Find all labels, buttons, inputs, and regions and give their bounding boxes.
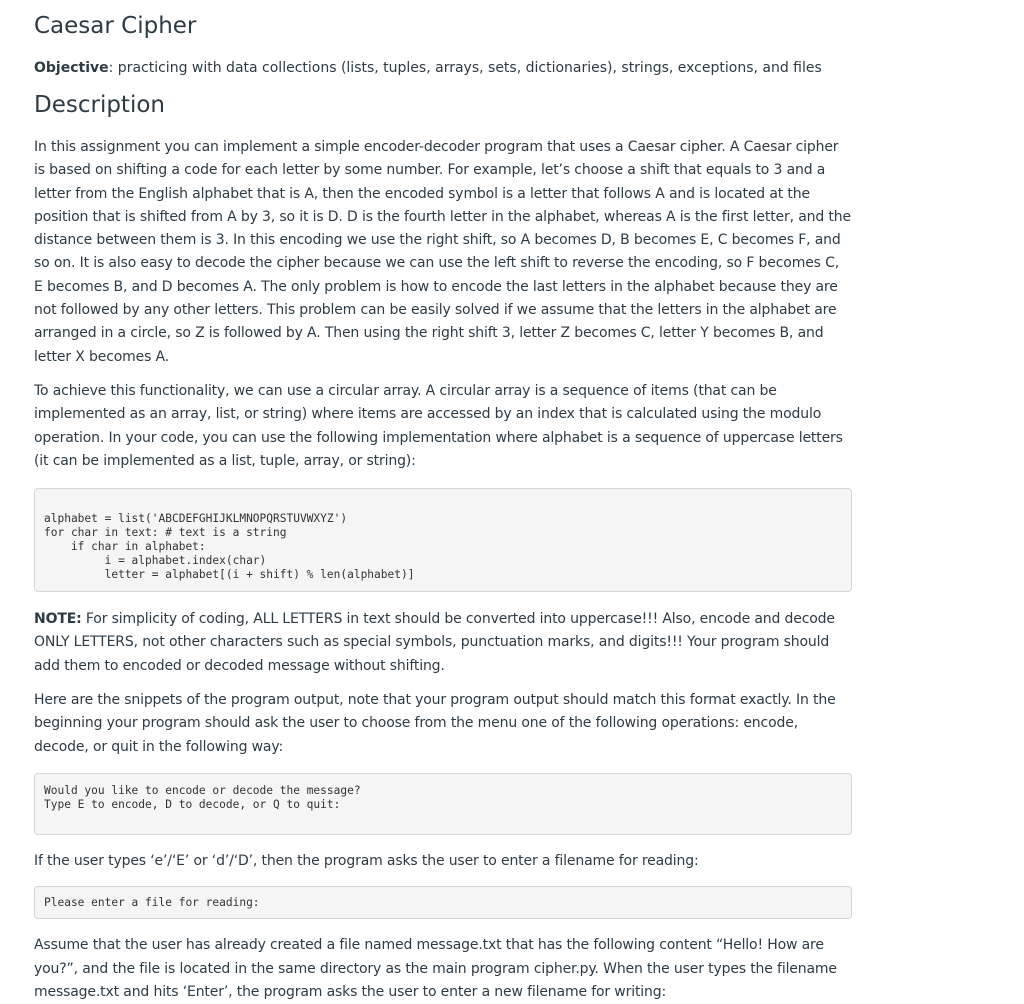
- page-title: Caesar Cipher: [34, 13, 197, 39]
- paragraph-output-snippets: Here are the snippets of the program output, note that your program output should match this format exactly. In the beginning your program should ask the user to choose from the menu one of the following operations: encode, decode, or quit in the following way:: [34, 692, 836, 755]
- code-block-alphabet: alphabet = list('ABCDEFGHIJKLMNOPQRSTUVWXYZ') for char in text: # text is a string if char in alphabet: i = alphabet.index(char) letter = alphabet[(i + shift) % len(alphabet)]: [34, 488, 852, 592]
- objective-line: [34, 58, 852, 78]
- objective-label: Objective: [34, 60, 109, 76]
- paragraph-note: [34, 608, 852, 678]
- note-text: For simplicity of coding, ALL LETTERS in text should be converted into uppercase!!! Also, encode and decode ONLY LETTERS, not other characters such as special symbols, punctuation marks, and digits!!! Your program should add them to encoded or decoded message without shifting.: [34, 611, 835, 674]
- paragraph-circular-array: To achieve this functionality, we can use a circular array. A circular array is a sequence of items (that can be implemented as an array, list, or string) where items are accessed by an index that is calculated using the modulo operation. In your code, you can use the following implementation where alphabet is a sequence of uppercase letters (it can be implemented as a list, tuple, array, or string):: [34, 382, 843, 469]
- paragraph-message-file: Assume that the user has already created a file named message.txt that has the following content “Hello! How are you?”, and the file is located in the same directory as the main program cipher.py. When the user types the filename message.txt and hits ‘Enter’, the program asks the user to enter a new filename for writing:: [34, 937, 837, 1000]
- objective-text: : practicing with data collections (lists, tuples, arrays, sets, dictionaries), strings, exceptions, and files: [108, 60, 822, 76]
- code-block-file-prompt: Please enter a file for reading:: [34, 886, 852, 919]
- code-block-menu-output: Would you like to encode or decode the message? Type E to encode, D to decode, or Q to quit:: [34, 773, 852, 835]
- assignment-page: [0, 12, 852, 1004]
- paragraph-caesar-intro: In this assignment you can implement a simple encoder-decoder program that uses a Caesar cipher. A Caesar cipher is based on shifting a code for each letter by some number. For example, let’s choose a shift that equals to 3 and a letter from the English alphabet that is A, then the encoded symbol is a letter that follows A and is located at the position that is shifted from A by 3, so it is D. D is the fourth letter in the alphabet, whereas A is the first letter, and the distance between them is 3. In this encoding we use the right shift, so A becomes D, B becomes E, C becomes F, and so on. It is also easy to decode the cipher because we can use the left shift to reverse the encoding, so F becomes C, E becomes B, and D becomes A. The only problem is how to encode the last letters in the alphabet because they are not followed by any other letters. This problem can be easily solved if we assume that the letters in the alphabet are arranged in a circle, so Z is followed by A. Then using the right shift 3, letter Z becomes C, letter Y becomes B, and letter X becomes A.: [34, 139, 851, 365]
- paragraph-read-filename: If the user types ‘e’/‘E’ or ‘d’/‘D’, then the program asks the user to enter a filename for reading:: [34, 852, 699, 869]
- note-label: NOTE:: [34, 611, 82, 628]
- description-heading: Description: [34, 92, 165, 118]
